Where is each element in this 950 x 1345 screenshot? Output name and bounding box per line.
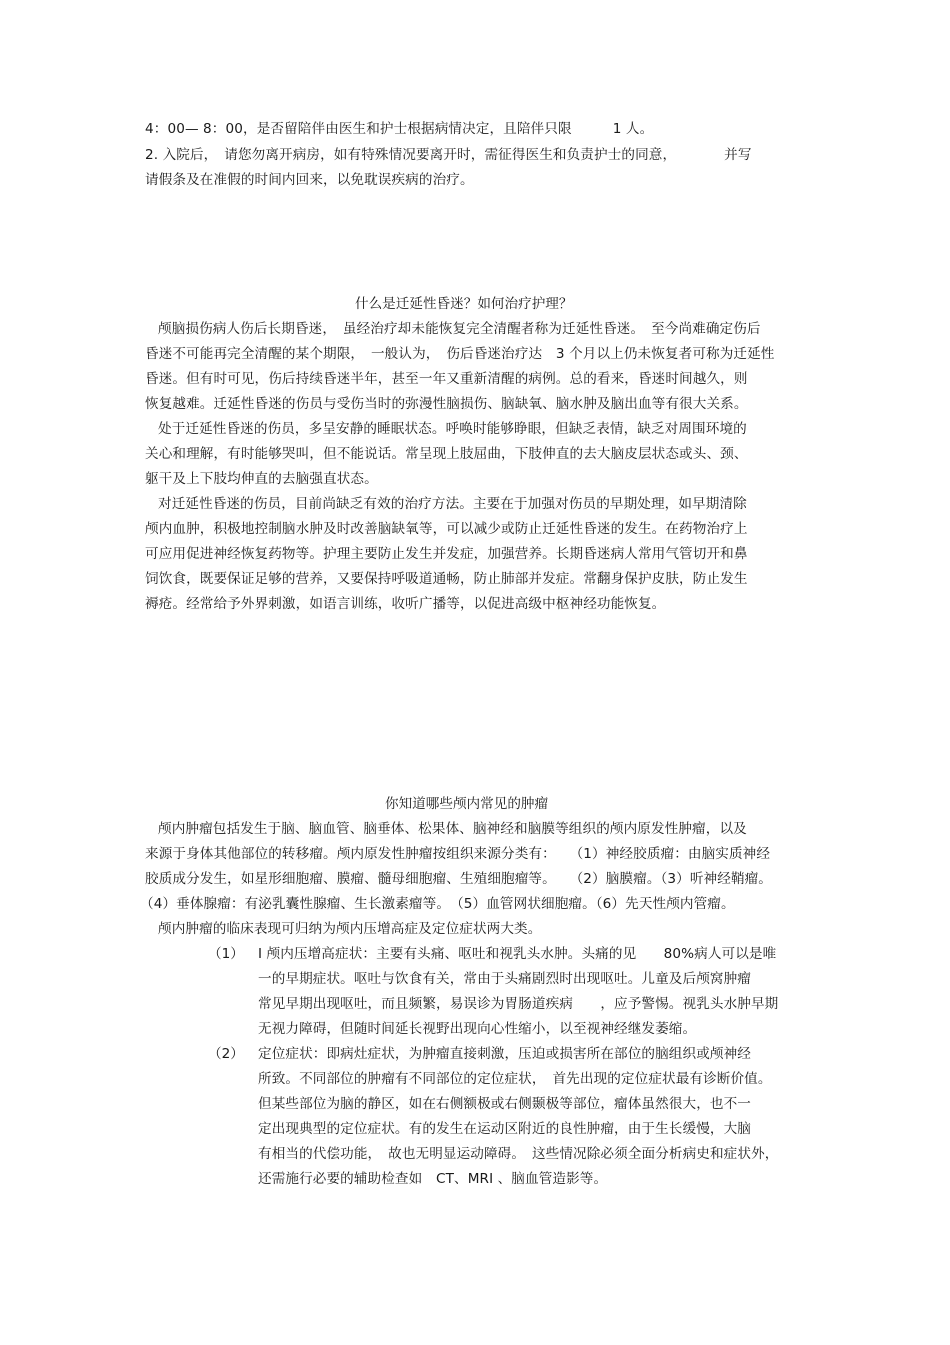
text-line: 颅内血肿，积极地控制脑水肿及时改善脑缺氧等，可以减少或防止迁延性昏迷的发生。在药物治疗上: [145, 521, 748, 537]
text-line: 还需施行必要的辅助检查如 CT、MRI 、脑血管造影等。: [258, 1171, 608, 1187]
text-line: 躯干及上下肢均伸直的去脑强直状态。: [145, 471, 378, 487]
text-line: 颅脑损伤病人伤后长期昏迷， 虽经治疗却未能恢复完全清醒者称为迁延性昏迷。 至今尚难确定伤后: [158, 321, 761, 337]
text-line: 饲饮食，既要保证足够的营养，又要保持呼吸道通畅，防止肺部并发症。常翻身保护皮肤，防止发生: [145, 571, 748, 587]
text-line: 无视力障碍，但随时间延长视野出现向心性缩小，以至视神经继发萎缩。: [258, 1021, 697, 1037]
text-line: 颅内肿瘤包括发生于脑、脑血管、脑垂体、松果体、脑神经和脑膜等组织的颅内原发性肿瘤，以及: [158, 821, 747, 837]
text-line: 4：00— 8：00，是否留陪伴由医生和护士根据病情决定，且陪伴只限 1 人。: [145, 121, 654, 137]
text-line: 定出现典型的定位症状。有的发生在运动区附近的良性肿瘤，由于生长缓慢，大脑: [258, 1121, 751, 1137]
text-line: 褥疮。经常给予外界刺激，如语言训练，收听广播等，以促进高级中枢神经功能恢复。: [145, 596, 666, 612]
text-line: 可应用促进神经恢复药物等。护理主要防止发生并发症，加强营养。长期昏迷病人常用气管切开和鼻: [145, 546, 748, 562]
list-number: （1）: [208, 946, 244, 962]
text-line: 颅内肿瘤的临床表现可归纳为颅内压增高症及定位症状两大类。: [158, 921, 542, 937]
text-line: 请假条及在准假的时间内回来，以免耽误疾病的治疗。: [145, 172, 474, 188]
text-line: 一的早期症状。呕吐与饮食有关，常由于头痛剧烈时出现呕吐。儿童及后颅窝肿瘤: [258, 971, 751, 987]
text-line: 常见早期出现呕吐，而且频繁，易误诊为胃肠道疾病 ，应予警惕。视乳头水肿早期: [258, 996, 779, 1012]
text-line: 胶质成分发生，如星形细胞瘤、膜瘤、髓母细胞瘤、生殖细胞瘤等。 （2）脑膜瘤。（3）听神经鞘瘤。: [145, 871, 773, 887]
text-line: 2. 入院后， 请您勿离开病房，如有特殊情况要离开时，需征得医生和负责护士的同意， 并写: [145, 147, 752, 163]
text-line: 所致。不同部位的肿瘤有不同部位的定位症状， 首先出现的定位症状最有诊断价值。: [258, 1071, 772, 1087]
text-line: 有相当的代偿功能， 故也无明显运动障碍。 这些情况除必须全面分析病史和症状外，: [258, 1146, 779, 1162]
text-line: 来源于身体其他部位的转移瘤。颅内原发性肿瘤按组织来源分类有： （1）神经胶质瘤：由脑实质神经: [145, 846, 771, 862]
text-line: 昏迷不可能再完全清醒的某个期限， 一般认为， 伤后昏迷治疗达 3 个月以上仍未恢复者可称为迁延性: [145, 346, 775, 362]
text-line: 处于迁延性昏迷的伤员，多呈安静的睡眠状态。呼唤时能够睁眼，但缺乏表情，缺乏对周围环境的: [158, 421, 747, 437]
section-title: 什么是迁延性昏迷？如何治疗护理？: [355, 296, 573, 312]
list-number: （2）: [208, 1046, 244, 1062]
text-line: 但某些部位为脑的静区，如在右侧额极或右侧颞极等部位，瘤体虽然很大，也不一: [258, 1096, 751, 1112]
text-line: 对迁延性昏迷的伤员，目前尚缺乏有效的治疗方法。主要在于加强对伤员的早期处理，如早期清除: [158, 496, 747, 512]
text-line: （4）垂体腺瘤：有泌乳囊性腺瘤、生长激素瘤等。 （5）血管网状细胞瘤。（6）先天性颅内管瘤。: [140, 896, 735, 912]
text-line: 关心和理解，有时能够哭叫，但不能说话。常呈现上肢屈曲，下肢伸直的去大脑皮层状态或头、颈、: [145, 446, 748, 462]
section-title: 你知道哪些颅内常见的肿瘤: [385, 796, 549, 812]
text-line: 昏迷。但有时可见，伤后持续昏迷半年，甚至一年又重新清醒的病例。总的看来，昏迷时间越久，则: [145, 371, 748, 387]
text-line: 恢复越难。迁延性昏迷的伤员与受伤当时的弥漫性脑损伤、脑缺氧、脑水肿及脑出血等有很大关系。: [145, 396, 748, 412]
text-line: 定位症状：即病灶症状，为肿瘤直接刺激，压迫或损害所在部位的脑组织或颅神经: [258, 1046, 751, 1062]
text-line: I 颅内压增高症状：主要有头痛、呕吐和视乳头水肿。头痛的见 80%病人可以是唯: [258, 946, 777, 962]
